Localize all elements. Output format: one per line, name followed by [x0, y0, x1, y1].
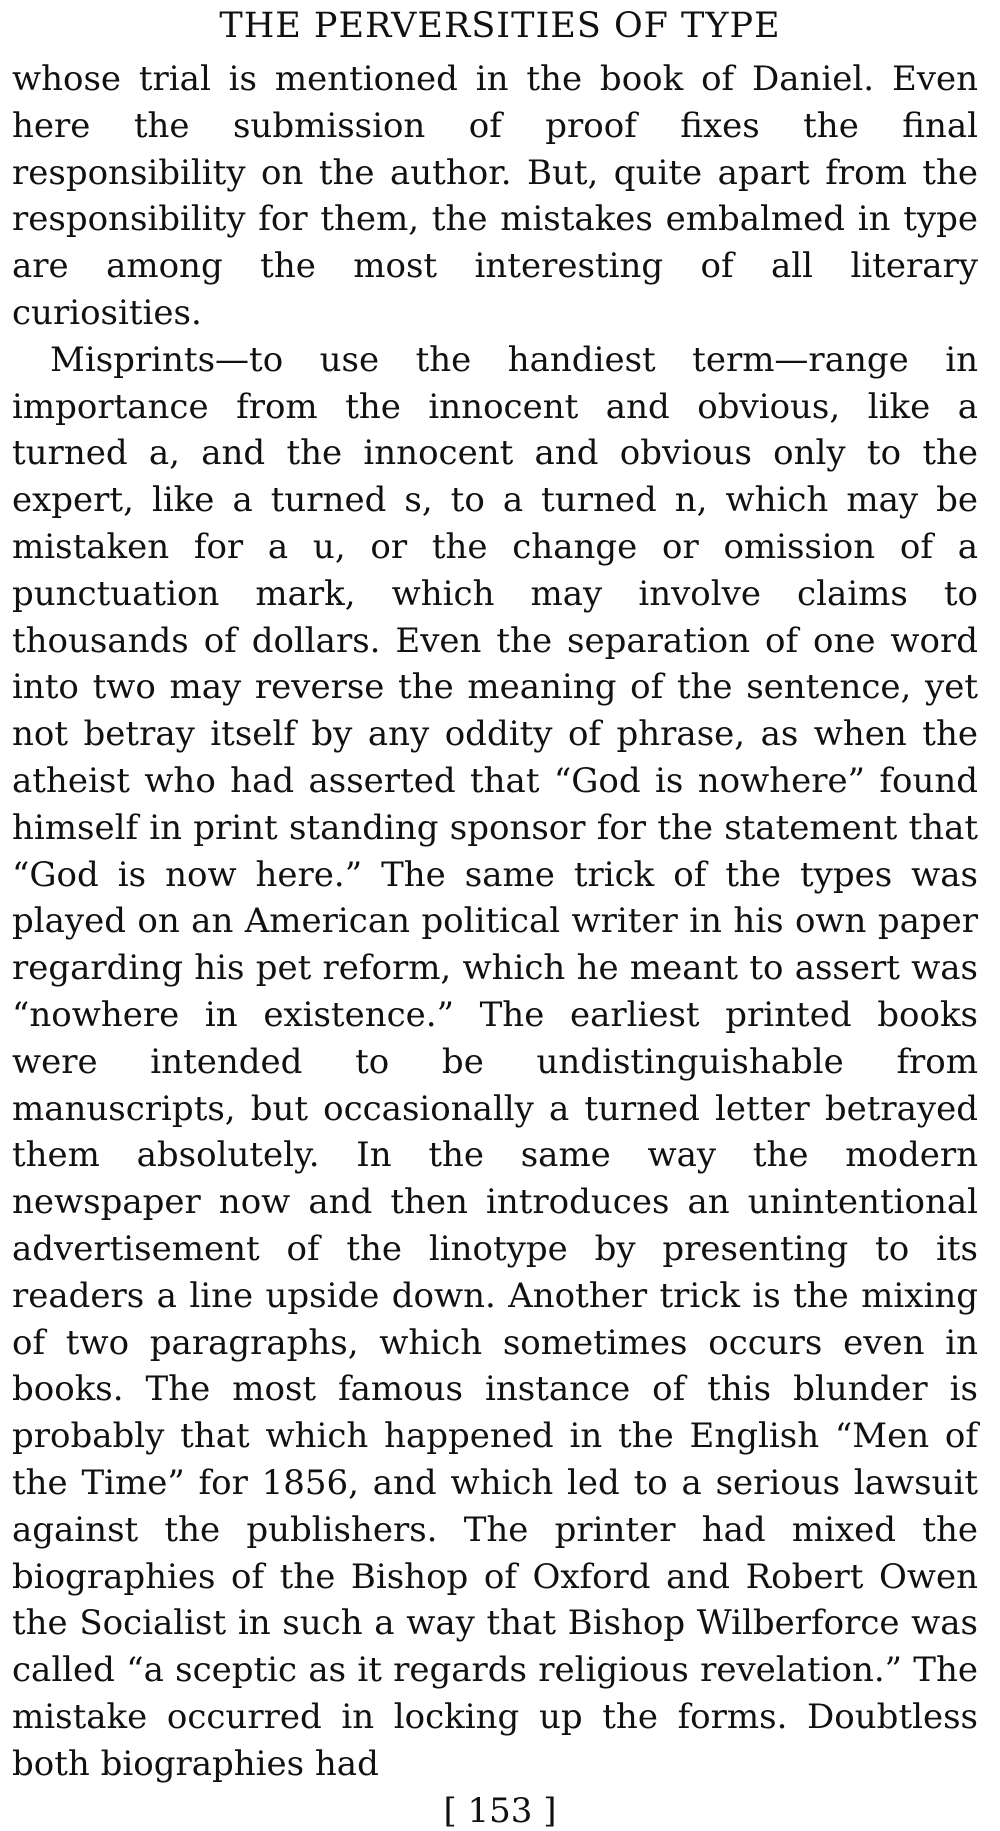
running-header: THE PERVERSITIES OF TYPE — [219, 6, 781, 46]
body-text — [12, 56, 978, 1787]
paragraph-2: Misprints—to use the handiest term—range in importance from the innocent and obvious, like a turned a, and the innocent and obvious only to the expert, like a turned s, to a turned n, which may be mistaken for a u, or the change or omission of a punctuation mark, which may involve claims to thousands of dollars. Even the separation of one word into two may reverse the meaning of the sentence, yet not betray itself by any oddity of phrase, as when the atheist who had asserted that “God is nowhere” found himself in print standing sponsor for the statement that “God is now here.” The same trick of the types was played on an American political writer in his own paper regarding his pet reform, which he meant to assert was “nowhere in existence.” The earliest printed books were intended to be undistinguishable from manuscripts, but occasionally a turned letter betrayed them absolutely. In the same way the modern newspaper now and then introduces an unintentional advertisement of the linotype by presenting to its readers a line upside down. Another trick is the mixing of two paragraphs, which sometimes occurs even in books. The most famous instance of this blunder is probably that which happened in the English “Men of the Time” for 1856, and which led to a serious lawsuit against the publishers. The printer had mixed the biographies of the Bishop of Oxford and Robert Owen the Socialist in such a way that Bishop Wilberforce was called “a sceptic as it regards religious revelation.” The mistake occurred in locking up the forms. Doubtless both biographies had — [12, 339, 978, 1784]
paragraph-1: whose trial is mentioned in the book of Daniel. Even here the submission of proof fixes the final responsibility on the author. But, quite apart from the responsibility for them, the mistakes embalmed in type are among the most interesting of all literary curiosities. — [12, 59, 978, 333]
page-number: [ 153 ] — [443, 1791, 557, 1831]
